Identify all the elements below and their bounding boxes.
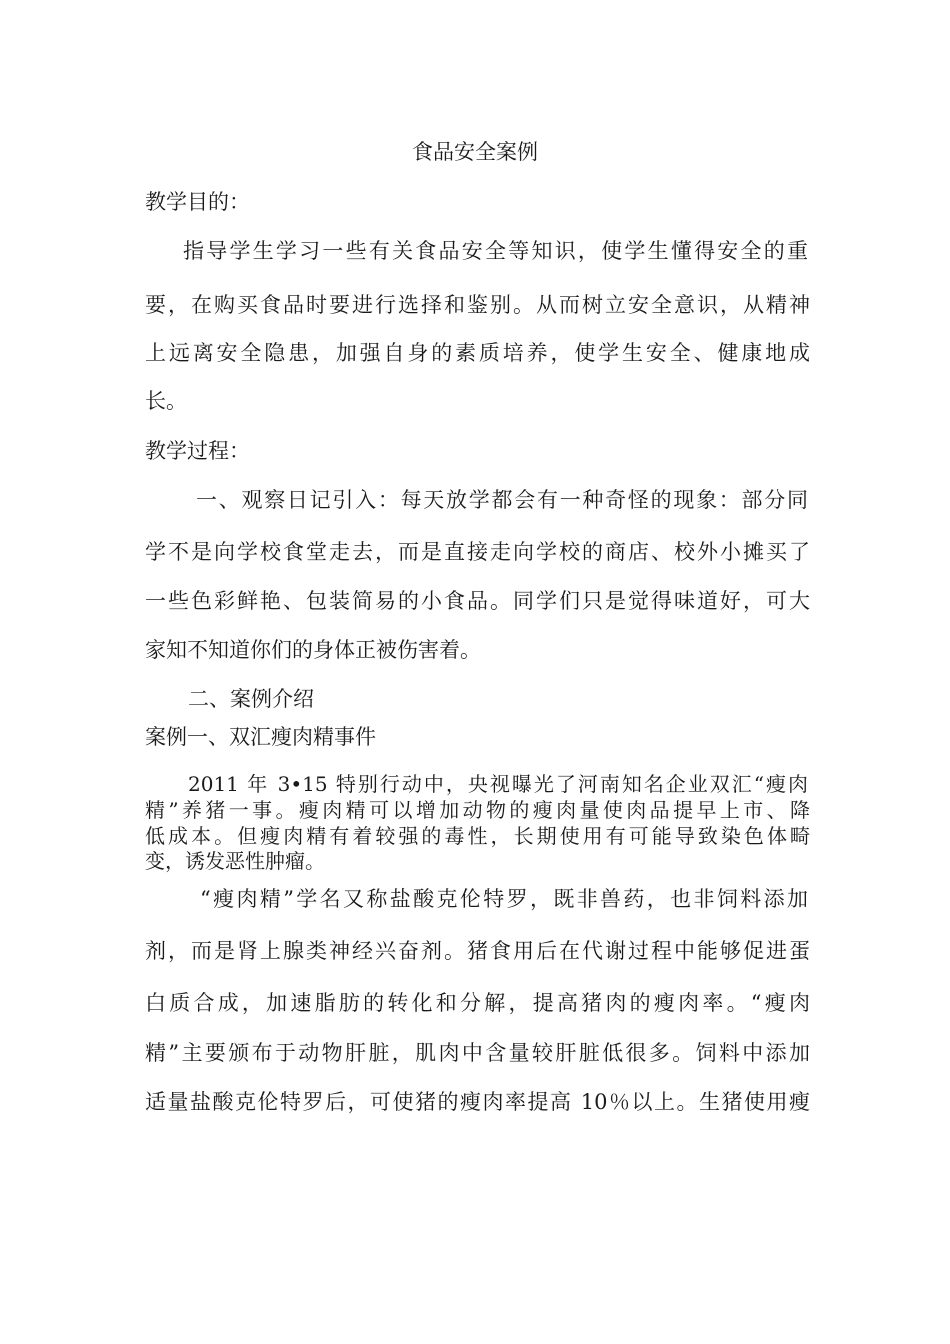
document-title: 食品安全案例 — [412, 140, 538, 164]
intro-paragraph-line: 家知不知道你们的身体正被伤害着。 — [145, 638, 481, 662]
case-one-news-line: 低成本。但瘦肉精有着较强的毒性，长期使用有可能导致染色体畸 — [145, 824, 810, 848]
goal-paragraph-line: 指导学生学习一些有关食品安全等知识，使学生懂得安全的重 — [183, 239, 808, 263]
section-heading-goal: 教学目的： — [145, 190, 250, 214]
intro-paragraph-line: 学不是向学校食堂走去，而是直接走向学校的商店、校外小摊买了 — [145, 540, 810, 564]
goal-paragraph-line: 上远离安全隐患，加强自身的素质培养，使学生安全、健康地成 — [145, 341, 810, 365]
section-heading-process: 教学过程： — [145, 439, 250, 463]
case-one-detail-line: 适量盐酸克伦特罗后，可使猪的瘦肉率提高 10％以上。生猪使用瘦 — [145, 1090, 810, 1114]
intro-paragraph-line: 一、观察日记引入：每天放学都会有一种奇怪的现象：部分同 — [196, 488, 808, 512]
case-one-detail-line: 精”主要颁布于动物肝脏，肌肉中含量较肝脏低很多。饲料中添加 — [145, 1041, 810, 1065]
goal-paragraph-line: 要，在购买食品时要进行选择和鉴别。从而树立安全意识，从精神 — [145, 293, 810, 317]
goal-paragraph-line: 长。 — [145, 389, 187, 413]
case-one-news-line: 变，诱发恶性肿瘤。 — [145, 849, 325, 873]
case-one-news-line: 精”养猪一事。瘦肉精可以增加动物的瘦肉量使肉品提早上市、降 — [145, 798, 810, 822]
case-one-detail-line: 白质合成，加速脂肪的转化和分解，提高猪肉的瘦肉率。“瘦肉 — [145, 991, 810, 1015]
intro-paragraph-line: 一些色彩鲜艳、包装简易的小食品。同学们只是觉得味道好，可大 — [145, 589, 810, 613]
case-one-heading: 案例一、双汇瘦肉精事件 — [145, 725, 376, 749]
case-intro-heading: 二、案例介绍 — [188, 687, 314, 711]
case-one-news-line: 2011 年 3•15 特别行动中，央视曝光了河南知名企业双汇“瘦肉 — [188, 772, 808, 796]
case-one-detail-line: “瘦肉精”学名又称盐酸克伦特罗，既非兽药，也非饲料添加 — [200, 887, 808, 911]
case-one-detail-line: 剂，而是肾上腺类神经兴奋剂。猪食用后在代谢过程中能够促进蛋 — [145, 939, 810, 963]
